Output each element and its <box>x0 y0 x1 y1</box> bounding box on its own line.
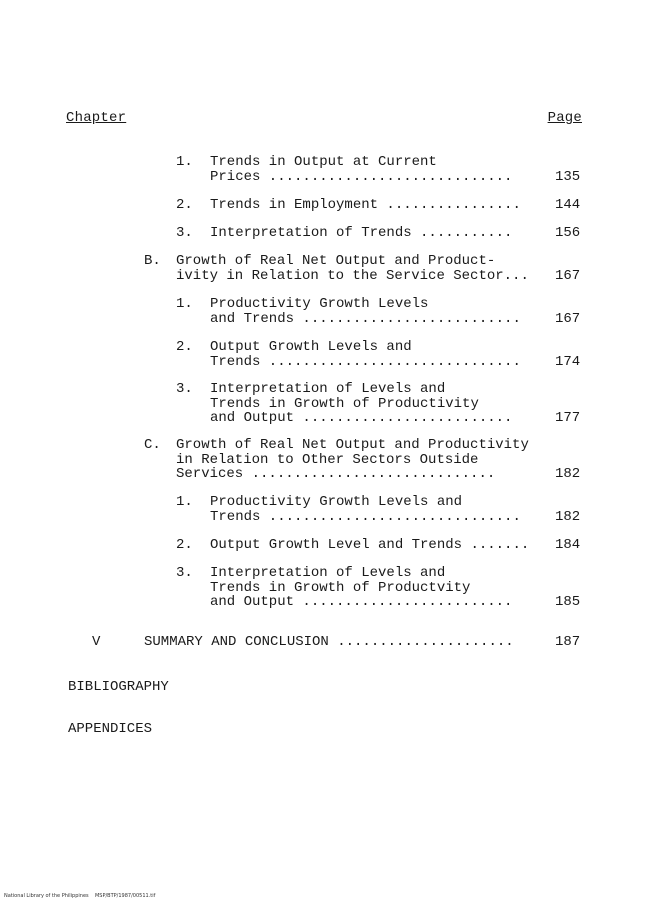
toc-entry-number: 1. <box>176 494 193 510</box>
toc-entry-line: Interpretation of Trends ........... <box>210 225 513 241</box>
chapter-title: SUMMARY AND CONCLUSION ..................... <box>144 634 514 650</box>
toc-entry-line: Output Growth Levels and <box>210 339 412 355</box>
toc-entry-number: 1. <box>176 296 193 312</box>
chapter-heading: Chapter <box>66 110 127 126</box>
toc-entry-page: 177 <box>555 410 581 426</box>
toc-entry-line: Growth of Real Net Output and Productivity <box>176 437 529 453</box>
toc-entry-line: and Output ......................... <box>210 410 513 426</box>
toc-entry-line: Services ............................. <box>176 466 496 482</box>
toc-entry-line: Prices ............................. <box>210 169 513 185</box>
toc-entry-page: 174 <box>555 354 581 370</box>
toc-entry-number: 3. <box>176 225 193 241</box>
toc-entry-page: 185 <box>555 594 581 610</box>
toc-entry-line: Interpretation of Levels and <box>210 381 446 397</box>
toc-entry-number: B. <box>144 253 161 269</box>
toc-entry-line: Productivity Growth Levels and <box>210 494 463 510</box>
toc-entry-line: Growth of Real Net Output and Product- <box>176 253 496 269</box>
toc-entry-page: 135 <box>555 169 581 185</box>
toc-entry-page: 182 <box>555 509 581 525</box>
toc-entry-line: Trends in Output at Current <box>210 154 437 170</box>
toc-entry-line: Productivity Growth Levels <box>210 296 429 312</box>
scan-footer: National Library of the Philippines MSP/BTP/1987/00511.tif <box>4 893 156 899</box>
toc-entry-line: Output Growth Level and Trends ....... <box>210 537 530 553</box>
toc-entry-number: 3. <box>176 565 193 581</box>
toc-entry-page: 187 <box>555 634 581 650</box>
bibliography-heading: BIBLIOGRAPHY <box>68 679 169 695</box>
toc-entry-line: Trends in Growth of Productivity <box>210 396 479 412</box>
toc-entry-line: Trends .............................. <box>210 509 521 525</box>
toc-entry-line: in Relation to Other Sectors Outside <box>176 452 479 468</box>
toc-entry-page: 156 <box>555 225 581 241</box>
toc-entry-number: 1. <box>176 154 193 170</box>
appendices-heading: APPENDICES <box>68 721 153 737</box>
chapter-number: V <box>92 634 101 650</box>
toc-entry-page: 184 <box>555 537 581 553</box>
toc-entry-page: 144 <box>555 197 581 213</box>
toc-entry-line: Trends .............................. <box>210 354 521 370</box>
toc-entry-page: 167 <box>555 311 581 327</box>
toc-entry-line: ivity in Relation to the Service Sector... <box>176 268 529 284</box>
toc-entry-line: Trends in Employment ................ <box>210 197 521 213</box>
toc-entry-page: 182 <box>555 466 581 482</box>
toc-entry-line: Trends in Growth of Productvity <box>210 580 471 596</box>
toc-entry-page: 167 <box>555 268 581 284</box>
toc-entry-line: Interpretation of Levels and <box>210 565 446 581</box>
toc-entry-number: C. <box>144 437 161 453</box>
toc-entry-number: 2. <box>176 197 193 213</box>
toc-entry-number: 3. <box>176 381 193 397</box>
toc-entry-number: 2. <box>176 537 193 553</box>
toc-entry-line: and Output ......................... <box>210 594 513 610</box>
page-heading: Page <box>547 110 582 126</box>
toc-entry-line: and Trends .......................... <box>210 311 521 327</box>
toc-entry-number: 2. <box>176 339 193 355</box>
